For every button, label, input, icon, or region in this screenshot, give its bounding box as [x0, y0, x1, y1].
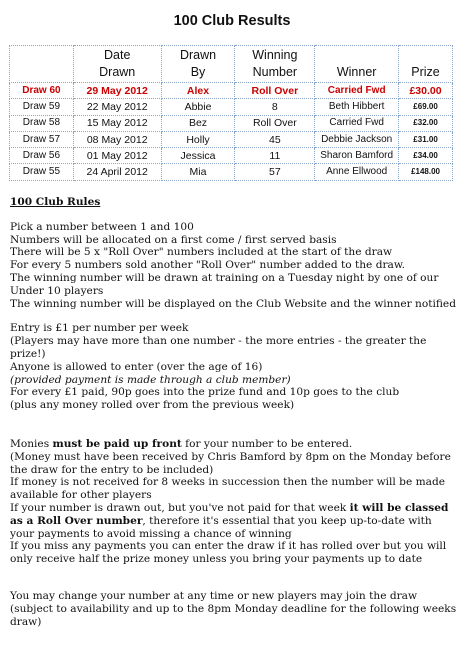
table-header-row — [10, 46, 453, 83]
cell-winner: Sharon Bamford — [315, 148, 399, 164]
header-prize: Prize — [399, 46, 453, 83]
cell-number: Roll Over — [235, 115, 315, 131]
cell-draw: Draw 56 — [10, 148, 74, 164]
table-row — [10, 115, 453, 131]
cell-number: 57 — [235, 164, 315, 180]
table-row — [10, 148, 453, 164]
cell-prize: £34.00 — [399, 148, 453, 164]
page-title: 100 Club Results — [173, 13, 291, 29]
table-row — [10, 83, 453, 99]
results-table — [9, 45, 453, 181]
table-row — [10, 131, 453, 147]
cell-date: 29 May 2012 — [73, 83, 161, 99]
header-draw — [10, 46, 74, 83]
rule-line: Numbers will be allocated on a first come / first served basis — [10, 233, 337, 246]
table-row — [10, 99, 453, 115]
cell-winner: Carried Fwd — [315, 115, 399, 131]
cell-number: 11 — [235, 148, 315, 164]
rule-line: Monies must be paid up front for your number to be entered. — [10, 437, 353, 450]
rule-line: Pick a number between 1 and 100 — [10, 220, 194, 233]
rule-line: (plus any money rolled over from the previous week) — [10, 399, 295, 412]
rule-line: If money is not received for 8 weeks in succession then the number will be made available for other players — [10, 476, 446, 502]
rule-line: (provided payment is made through a club member) — [10, 373, 291, 386]
cell-date: 15 May 2012 — [73, 115, 161, 131]
cell-date: 01 May 2012 — [73, 148, 161, 164]
rules-heading: 100 Club Rules — [10, 196, 101, 208]
cell-draw: Draw 55 — [10, 164, 74, 180]
cell-number: Roll Over — [235, 83, 315, 99]
rule-line: You may change your number at any time or new players may join the draw (subject to availability and up to the 8pm Monday deadline for the following weeks draw) — [10, 589, 457, 628]
cell-winner: Beth Hibbert — [315, 99, 399, 115]
cell-prize: £32.00 — [399, 115, 453, 131]
cell-prize: £30.00 — [399, 83, 453, 99]
header-date-drawn: Date Drawn — [73, 46, 161, 83]
header-winner: Winner — [315, 46, 399, 83]
cell-draw: Draw 59 — [10, 99, 74, 115]
cell-prize: £148.00 — [399, 164, 453, 180]
cell-drawn-by: Alex — [161, 83, 235, 99]
header-winning-number: Winning Number — [235, 46, 315, 83]
rule-line: If you miss any payments you can enter the draw if it has rolled over but you will only receive half the prize money unless you bring your payments up to date — [10, 540, 447, 566]
cell-draw: Draw 58 — [10, 115, 74, 131]
rule-line: There will be 5 x "Roll Over" numbers included at the start of the draw — [10, 246, 393, 259]
cell-draw: Draw 57 — [10, 131, 74, 147]
rule-line: The winning number will be displayed on the Club Website and the winner notified — [10, 297, 456, 310]
header-drawn-by: Drawn By — [161, 46, 235, 83]
cell-number: 45 — [235, 131, 315, 147]
rule-line: If your number is drawn out, but you've not paid for that week it will be classed as a Roll Over number, therefore it's essential that you keep up-to-date with your payments to avoid missing a chance of winning — [10, 501, 449, 540]
cell-winner: Carried Fwd — [315, 83, 399, 99]
table-row — [10, 164, 453, 180]
cell-winner: Debbie Jackson — [315, 131, 399, 147]
cell-drawn-by: Bez — [161, 115, 235, 131]
cell-drawn-by: Mia — [161, 164, 235, 180]
rule-line: (Players may have more than one number - the more entries - the greater the prize!) — [10, 335, 427, 360]
rule-line: The winning number will be drawn at training on a Tuesday night by one of our Under 10 players — [10, 271, 439, 297]
cell-date: 22 May 2012 — [73, 99, 161, 115]
cell-prize: £31.00 — [399, 131, 453, 147]
cell-number: 8 — [235, 99, 315, 115]
rule-line: For every 5 numbers sold another "Roll Over" number added to the draw. — [10, 259, 406, 272]
cell-drawn-by: Jessica — [161, 148, 235, 164]
rule-line: Entry is £1 per number per week — [10, 322, 189, 335]
cell-date: 08 May 2012 — [73, 131, 161, 147]
rule-line: For every £1 paid, 90p goes into the prize fund and 10p goes to the club — [10, 386, 400, 399]
rules-section — [10, 196, 458, 628]
cell-draw: Draw 60 — [10, 83, 74, 99]
cell-winner: Anne Ellwood — [315, 164, 399, 180]
rule-line: (Money must have been received by Chris Bamford by 8pm on the Monday before the draw for the entry to be included) — [10, 450, 451, 476]
cell-drawn-by: Abbie — [161, 99, 235, 115]
cell-date: 24 April 2012 — [73, 164, 161, 180]
rule-line: Anyone is allowed to enter (over the age of 16) — [10, 360, 263, 373]
cell-prize: £69.00 — [399, 99, 453, 115]
cell-drawn-by: Holly — [161, 131, 235, 147]
